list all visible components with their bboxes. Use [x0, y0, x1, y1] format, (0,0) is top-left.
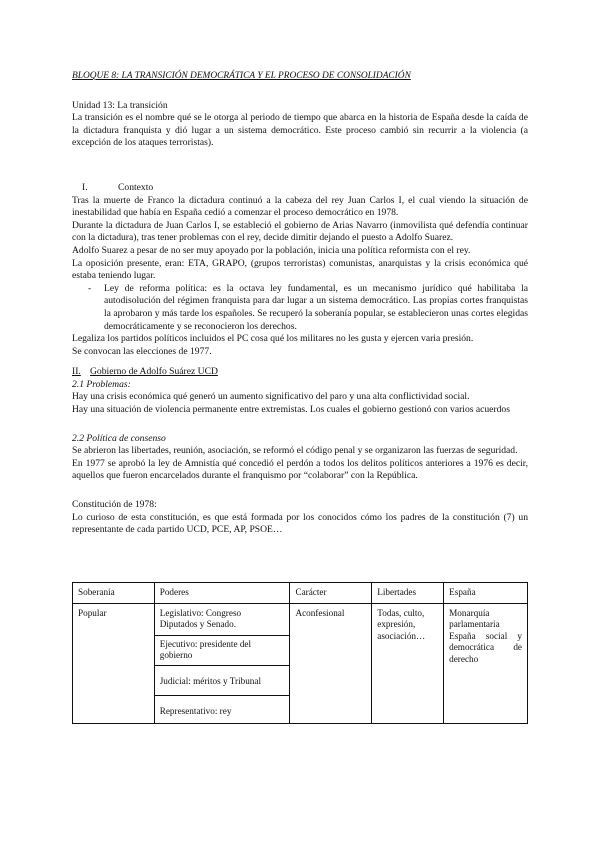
poderes-item: Legislativo: Congreso Diputados y Senado. — [159, 607, 242, 629]
section-1-paragraph: Legaliza los partidos políticos incluidos el PC cosa qué los militares no les gusta y ejercen varia presión. — [72, 333, 474, 345]
section-1-number: I. — [82, 181, 88, 193]
bullet-text: Ley de reforma política: es la octava ley fundamental, es un mecanismo jurídico qué habilitaba la autodisolución del régimen franquista para dar lugar a un sistema democrático. Las propias cortes franquistas la aprobaron y más tarde los españoles. Se recuperó la soberanía popular, se establecieron unas cortes elegidas democráticamente y se reconocieron los derechos. — [104, 282, 528, 332]
section-1-title: Contexto — [118, 181, 154, 193]
table-header-row — [73, 583, 528, 604]
section-2-title: Gobierno de Adolfo Suárez UCD — [90, 366, 218, 378]
subsection-paragraph: Hay una situación de violencia permanente entre extremistas. Los cuales el gobierno gestionó con varios acuerdos — [72, 404, 510, 416]
section-1-paragraph: Durante la dictadura de Juan Carlos I, se estableció el gobierno de Arias Navarro (inmovilista qué defendía continuar con la dictadura), tras tener problemas con el rey, decide dimitir dejando el puesto a Adolfo Suarez. — [72, 219, 528, 244]
table-cell-libertades: Todas, culto, expresión, asociación… — [372, 603, 444, 723]
document-title: BLOQUE 8: LA TRANSICIÓN DEMOCRÁTICA Y EL PROCESO DE CONSOLIDACIÓN — [72, 71, 411, 81]
subsection-paragraph: Se abrieron las libertades, reunión, asociación, se reformó el código penal y se organizaron las fuerzas de seguridad. — [72, 445, 518, 457]
table-header-cell: Soberanía — [73, 583, 155, 604]
espana-item: Monarquía parlamentaria — [449, 607, 500, 629]
section-1-heading — [72, 182, 528, 195]
section-2-heading — [72, 366, 528, 379]
constitution-table — [72, 582, 528, 724]
section-2-number: II. — [72, 366, 81, 378]
poderes-item: Judicial: méritos y Tribunal — [155, 670, 290, 697]
subsection-paragraph: Hay una crisis económica qué generó un aumento significativo del paro y una alta conflictividad social. — [72, 391, 470, 403]
table-header-cell: Poderes — [154, 583, 290, 604]
poderes-item: Representativo: rey — [159, 706, 232, 716]
constitution-heading: Constitución de 1978: — [72, 499, 157, 511]
section-1-paragraph: Tras la muerte de Franco la dictadura continuó a la cabeza del rey Juan Carlos I, el cual viendo la situación de inestabilidad que había en España cedió a comenzar el proceso democrático en 1978. — [72, 194, 528, 219]
subsection-heading: 2.1 Problemas: — [72, 378, 131, 390]
table-header-cell: España — [444, 583, 528, 604]
table-cell-espana — [444, 603, 528, 723]
section-1-paragraph: Adolfo Suarez a pesar de no ser muy apoyado por la población, inicia una política reformista con el rey. — [72, 244, 471, 256]
table-cell-soberania: Popular — [73, 603, 155, 723]
subsection-heading: 2.2 Política de consenso — [72, 432, 166, 444]
subsection-paragraph: En 1977 se aprobó la ley de Amnistía qué concedió el perdón a todos los delitos políticos anteriores a 1976 es decir, aquellos que fueron encarcelados durante el franquismo por “colaborar” con la República. — [72, 457, 528, 482]
table-cell-caracter: Aconfesional — [290, 603, 372, 723]
espana-item: España social y democrática de derecho — [449, 630, 522, 664]
section-1-paragraph: La oposición presente, eran: ETA, GRAPO, (grupos terroristas) comunistas, anarquistas y la crisis económica qué estaba teniendo lugar. — [72, 257, 528, 282]
bullet-marker: - — [88, 282, 92, 294]
bullet-item — [72, 283, 528, 333]
table-cell-poderes — [154, 603, 290, 723]
table-header-cell: Libertades — [372, 583, 444, 604]
table-header-cell: Carácter — [290, 583, 372, 604]
poderes-item: Ejecutivo: presidente del gobierno — [155, 635, 290, 666]
unit-intro: La transición es el nombre qué se le otorga al periodo de tiempo que abarca en la historia de España desde la caída de la dictadura franquista y dió lugar a un sistema democrático. Este proceso cambió sin recurrir a la violencia (a excepción de los ataques terroristas). — [72, 112, 528, 149]
section-1-paragraph: Se convocan las elecciones de 1977. — [72, 345, 212, 357]
document-page — [72, 70, 528, 537]
constitution-intro: Lo curioso de esta constitución, es que está formada por los conocidos cómo los padres de la constitución (7) un representante de cada partido UCD, PCE, AP, PSOE… — [72, 511, 528, 536]
table-row — [73, 603, 528, 723]
unit-heading: Unidad 13: La transición — [72, 99, 168, 111]
